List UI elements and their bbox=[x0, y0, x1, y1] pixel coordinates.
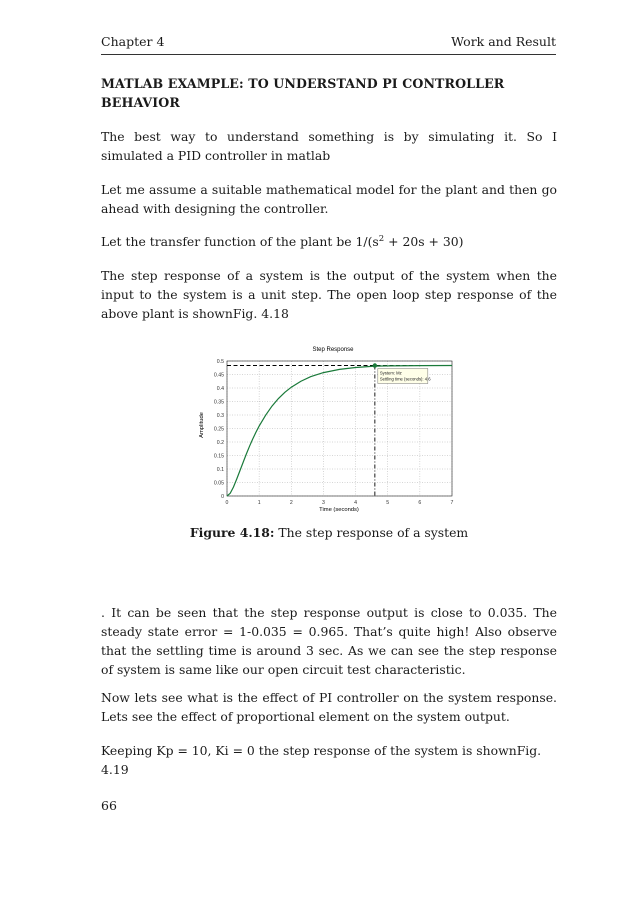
x-tick-label: 1 bbox=[257, 500, 261, 506]
x-tick-label: 4 bbox=[354, 500, 358, 506]
y-tick-label: 0.1 bbox=[216, 466, 224, 473]
page-number: 66 bbox=[101, 798, 117, 813]
paragraph-4: The step response of a system is the output of the system when the input to the system is a unit step. The open loop step response of the above plant is shownFig. 4.18 bbox=[101, 268, 557, 321]
chart-title: Step Response bbox=[312, 347, 354, 353]
paragraph-2: Let me assume a suitable mathematical model for the plant and then go ahead with designing the controller. bbox=[101, 182, 557, 216]
paragraph-6: Now lets see what is the effect of PI controller on the system response. Lets see the effect of proportional element on the system output. bbox=[101, 690, 557, 724]
x-axis-label: Time (seconds) bbox=[319, 507, 359, 513]
figure-caption-text: The step response of a system bbox=[274, 525, 469, 540]
transfer-function-prefix: Let the transfer function of the plant be 1/(s bbox=[101, 234, 379, 249]
x-tick-label: 2 bbox=[289, 500, 293, 506]
x-tick-label: 5 bbox=[386, 500, 390, 506]
transfer-function-suffix: + 20s + 30) bbox=[384, 234, 464, 249]
settling-time-marker bbox=[373, 363, 377, 367]
y-tick-label: 0.2 bbox=[216, 439, 224, 446]
y-tick-label: 0.35 bbox=[213, 399, 224, 406]
header-chapter: Chapter 4 bbox=[101, 34, 165, 49]
x-tick-label: 7 bbox=[450, 500, 454, 506]
y-tick-label: 0.5 bbox=[216, 358, 224, 365]
figure-caption bbox=[101, 525, 557, 540]
y-tick-label: 0 bbox=[221, 493, 224, 500]
x-tick-label: 3 bbox=[321, 500, 325, 506]
y-tick-label: 0.15 bbox=[213, 453, 224, 460]
y-tick-label: 0.45 bbox=[213, 372, 224, 379]
y-tick-label: 0.4 bbox=[216, 385, 224, 392]
header-section: Work and Result bbox=[451, 34, 556, 49]
section-title: MATLAB EXAMPLE: TO UNDERSTAND PI CONTROLLER BEHAVIOR bbox=[101, 76, 505, 110]
y-tick-label: 0.25 bbox=[213, 426, 224, 433]
paragraph-3 bbox=[101, 232, 557, 251]
transfer-function-exponent: 2 bbox=[378, 233, 385, 244]
header-rule bbox=[101, 54, 556, 55]
page-header bbox=[101, 34, 556, 52]
y-axis-label: Amplitude bbox=[199, 412, 205, 438]
x-tick-label: 6 bbox=[418, 500, 422, 506]
y-tick-label: 0.3 bbox=[216, 412, 224, 419]
figure-caption-label: Figure 4.18: bbox=[189, 525, 275, 540]
annotation-line-1: System: Mz bbox=[379, 370, 402, 376]
paragraph-1: The best way to understand something is by simulating it. So I simulated a PID controller in matlab bbox=[101, 129, 557, 163]
annotation-line-2: Settling time (seconds): 4.6 bbox=[379, 376, 431, 382]
x-tick-label: 0 bbox=[225, 500, 229, 506]
y-tick-label: 0.05 bbox=[213, 480, 224, 487]
paragraph-5: . It can be seen that the step response output is close to 0.035. The steady state error = 1-0.035 = 0.965. That’s quite high! Also observe that the settling time is around 3 sec. As we can see the step response of system is same like our open circuit test characteristic. bbox=[101, 605, 557, 677]
step-response-chart bbox=[190, 340, 470, 520]
paragraph-7: Keeping Kp = 10, Ki = 0 the step response of the system is shownFig. 4.19 bbox=[101, 743, 542, 777]
